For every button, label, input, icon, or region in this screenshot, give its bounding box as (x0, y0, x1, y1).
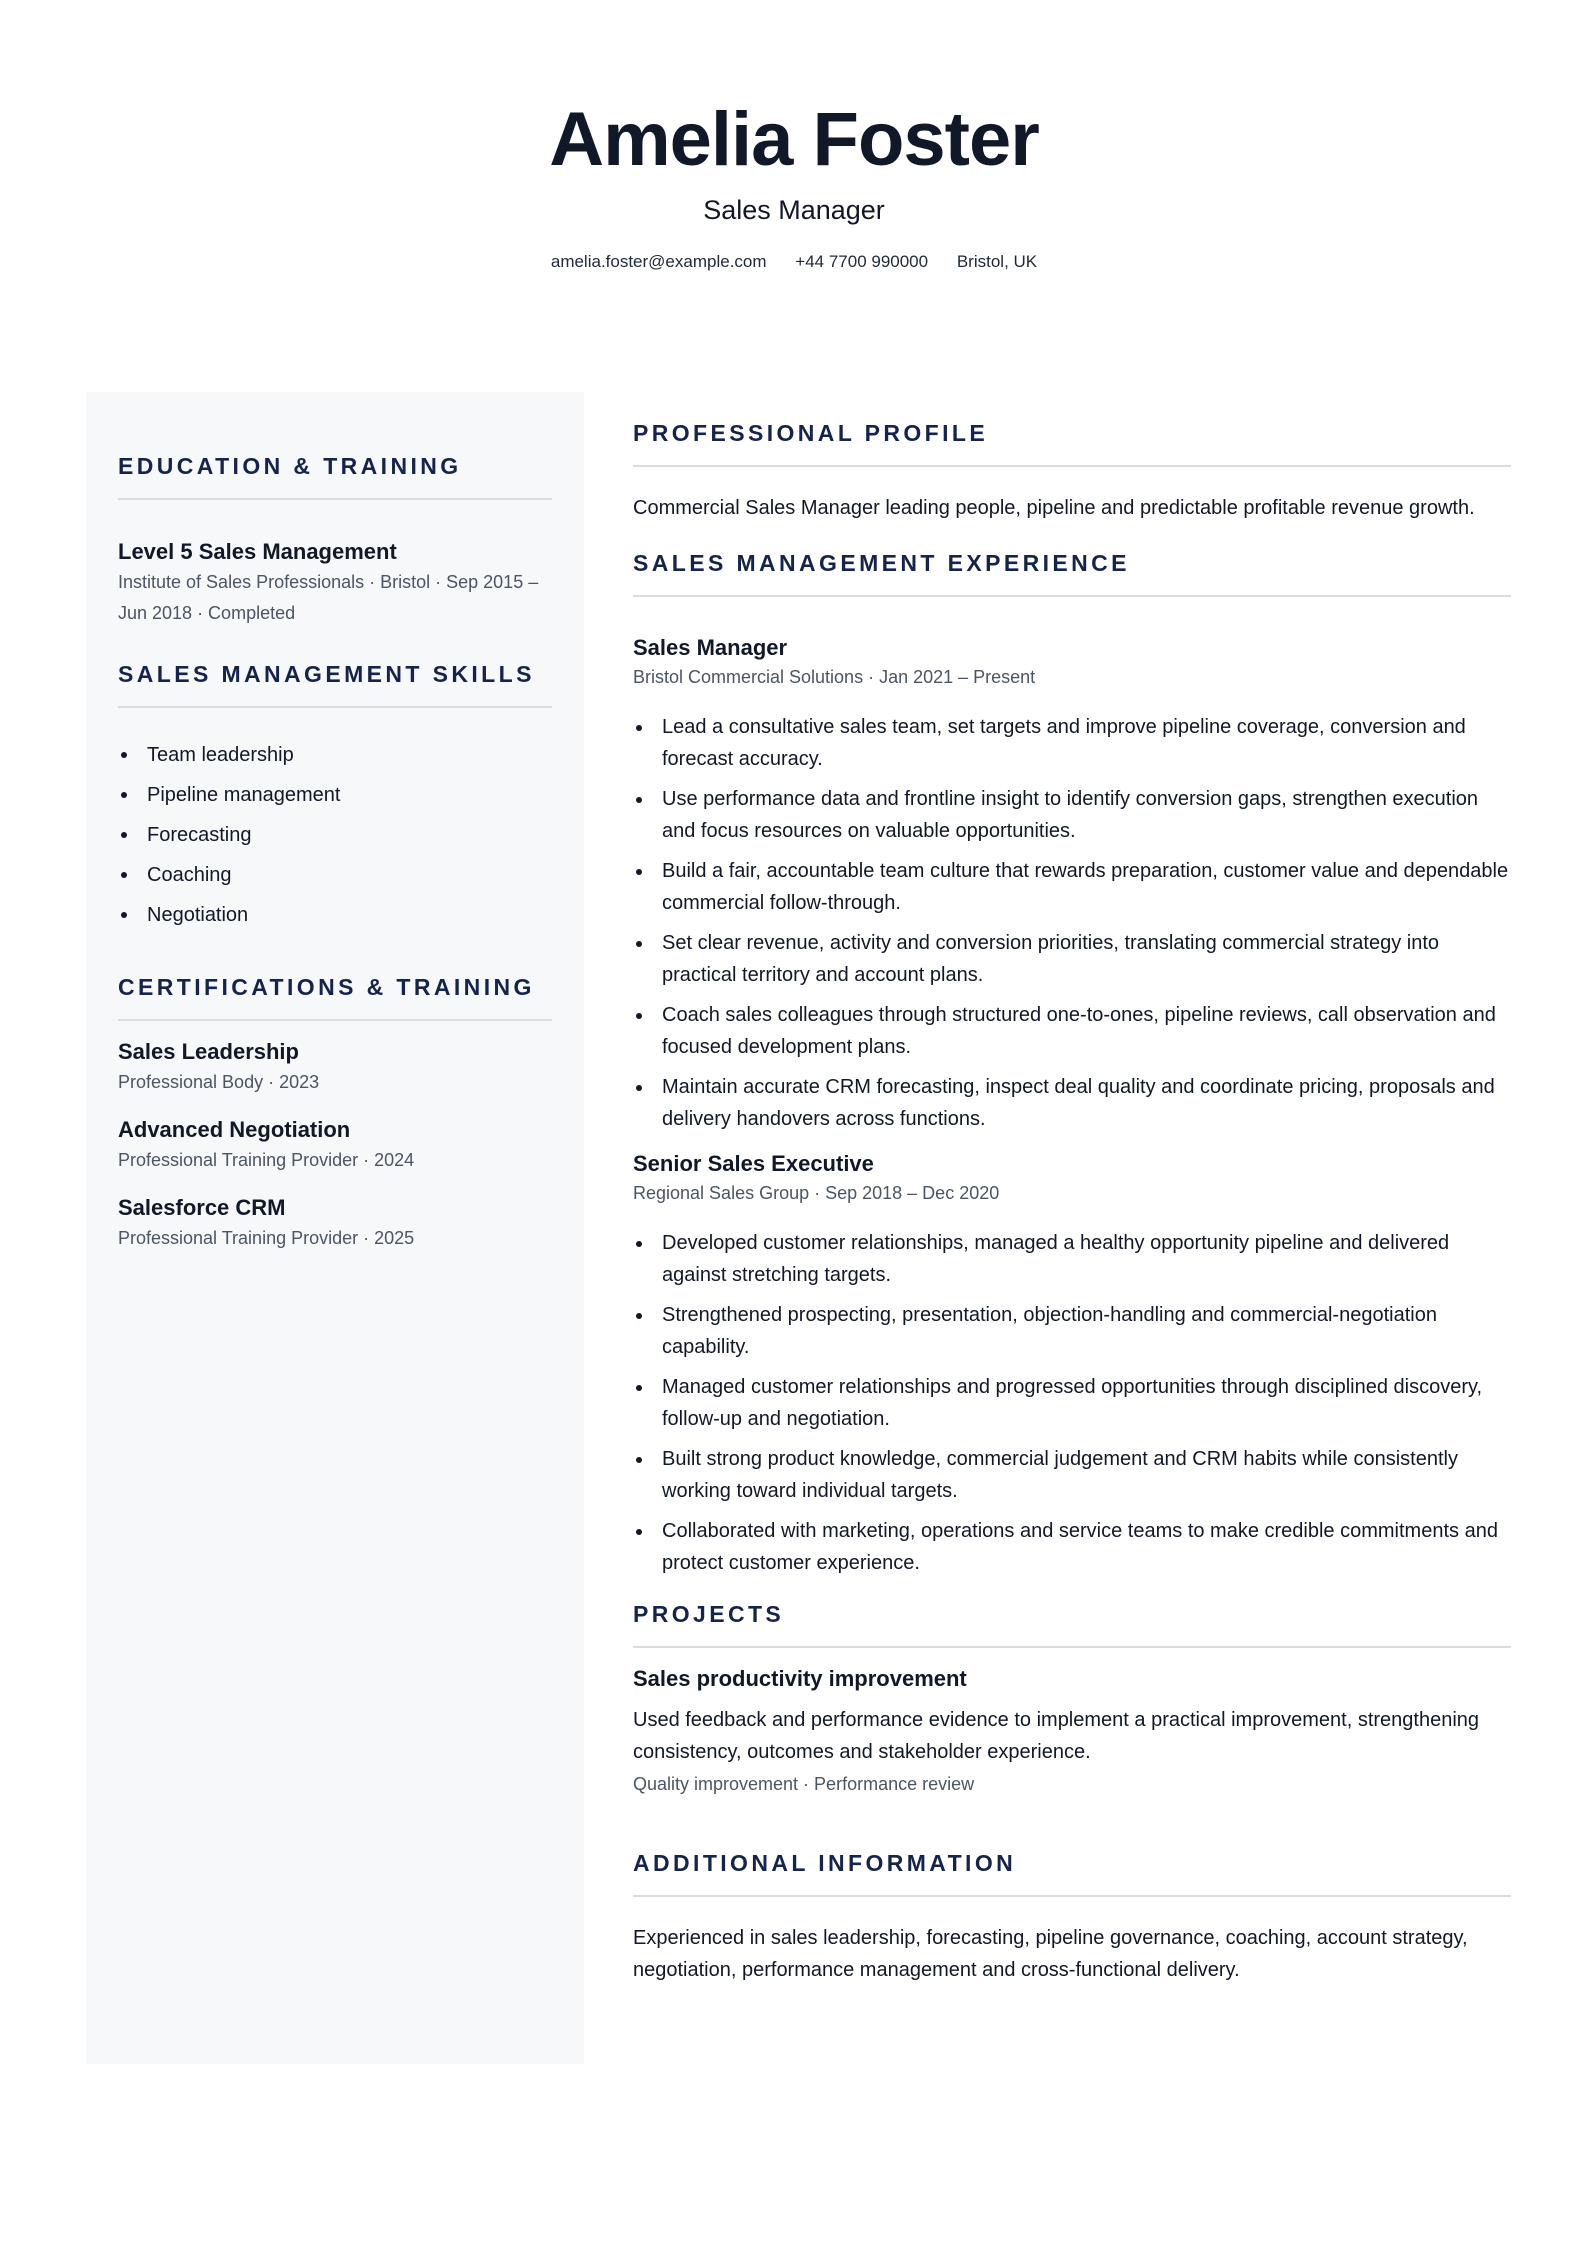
section-divider (118, 706, 552, 708)
bullet-icon (636, 1085, 642, 1091)
bullet-text: Use performance data and frontline insight to identify conversion gaps, strengthen execution and focus resources on valuable opportunities. (662, 788, 1479, 842)
resume-header (0, 92, 1588, 274)
skill-label: Forecasting (147, 824, 252, 846)
contact-email: amelia.foster@example.com (550, 252, 767, 271)
skills-heading: SALES MANAGEMENT SKILLS (118, 661, 535, 687)
list-item (633, 783, 1511, 847)
projects-heading: PROJECTS (633, 1601, 785, 1627)
main-column (633, 392, 1511, 1986)
profile-heading: PROFESSIONAL PROFILE (633, 420, 989, 446)
bullet-icon (636, 1385, 642, 1391)
projects-section (633, 1599, 1511, 1800)
bullet-icon (121, 792, 127, 798)
list-item (118, 855, 552, 895)
experience-section (633, 548, 1511, 1579)
certification-item (118, 1115, 552, 1176)
list-item (633, 711, 1511, 775)
bullet-text: Collaborated with marketing, operations and service teams to make credible commitments and protect customer experience. (662, 1520, 1498, 1574)
list-item (633, 855, 1511, 919)
bullet-text: Set clear revenue, activity and conversion priorities, translating commercial strategy into practical territory and account plans. (662, 932, 1440, 986)
contact-location: Bristol, UK (956, 252, 1038, 271)
section-divider (633, 1895, 1511, 1897)
job-entry (633, 633, 1511, 1135)
list-item (633, 1071, 1511, 1135)
certifications-section (118, 972, 552, 1254)
additional-text: Experienced in sales leadership, forecasting, pipeline governance, coaching, account strategy, negotiation, performance management and cross-functional delivery. (633, 1927, 1468, 1981)
certification-meta: Professional Training Provider · 2024 (118, 1150, 415, 1170)
bullet-text: Coach sales colleagues through structured one-to-ones, pipeline reviews, call observation and focused development plans. (662, 1004, 1496, 1058)
skills-list (118, 735, 552, 935)
job-title: Senior Sales Executive (633, 1151, 874, 1176)
bullet-icon (636, 1241, 642, 1247)
education-heading: EDUCATION & TRAINING (118, 453, 462, 479)
experience-heading: SALES MANAGEMENT EXPERIENCE (633, 550, 1130, 576)
section-divider (633, 595, 1511, 597)
sidebar (86, 392, 584, 2064)
section-divider (633, 465, 1511, 467)
list-item (633, 1443, 1511, 1507)
section-divider (633, 1646, 1511, 1648)
bullet-text: Strengthened prospecting, presentation, objection-handling and commercial-negotiation capability. (662, 1304, 1437, 1358)
bullet-text: Built strong product knowledge, commercial judgement and CRM habits while consistently working toward individual targets. (662, 1448, 1458, 1502)
certification-item (118, 1037, 552, 1098)
list-item (118, 775, 552, 815)
job-bullets (633, 711, 1511, 1135)
bullet-icon (636, 1529, 642, 1535)
bullet-icon (636, 1313, 642, 1319)
list-item (633, 927, 1511, 991)
section-divider (118, 498, 552, 500)
education-item (118, 537, 552, 629)
skill-label: Negotiation (147, 904, 249, 926)
list-item (118, 815, 552, 855)
project-tags: Quality improvement · Performance review (633, 1774, 975, 1794)
bullet-icon (121, 872, 127, 878)
job-meta: Bristol Commercial Solutions · Jan 2021 – Present (633, 667, 1036, 687)
list-item (633, 1227, 1511, 1291)
bullet-icon (636, 1013, 642, 1019)
project-title: Sales productivity improvement (633, 1666, 967, 1691)
bullet-text: Lead a consultative sales team, set targets and improve pipeline coverage, conversion and forecast accuracy. (662, 716, 1466, 770)
skill-label: Pipeline management (147, 784, 341, 806)
bullet-icon (636, 1457, 642, 1463)
bullet-icon (636, 797, 642, 803)
project-text: Used feedback and performance evidence to implement a practical improvement, strengthening consistency, outcomes and stakeholder experience. (633, 1709, 1480, 1763)
profile-section (633, 392, 1511, 524)
education-item-title: Level 5 Sales Management (118, 539, 397, 564)
list-item (633, 1371, 1511, 1435)
contact-line (0, 250, 1588, 274)
list-item (633, 999, 1511, 1063)
certification-meta: Professional Body · 2023 (118, 1072, 320, 1092)
skill-label: Team leadership (147, 744, 294, 766)
list-item (633, 1299, 1511, 1363)
bullet-text: Managed customer relationships and progressed opportunities through disciplined discovery, follow-up and negotiation. (662, 1376, 1483, 1430)
job-meta: Regional Sales Group · Sep 2018 – Dec 2020 (633, 1183, 1000, 1203)
certification-title: Advanced Negotiation (118, 1117, 351, 1142)
bullet-icon (121, 752, 127, 758)
bullet-icon (636, 941, 642, 947)
list-item (633, 1515, 1511, 1579)
bullet-text: Developed customer relationships, managed a healthy opportunity pipeline and delivered against stretching targets. (662, 1232, 1450, 1286)
education-section (118, 392, 552, 629)
certification-meta: Professional Training Provider · 2025 (118, 1228, 415, 1248)
bullet-icon (121, 912, 127, 918)
contact-phone: +44 7700 990000 (795, 252, 929, 271)
certification-item (118, 1193, 552, 1254)
certification-title: Salesforce CRM (118, 1195, 286, 1220)
bullet-icon (636, 869, 642, 875)
bullet-text: Maintain accurate CRM forecasting, inspect deal quality and coordinate pricing, proposals and delivery handovers across functions. (662, 1076, 1495, 1130)
job-title: Sales Manager (633, 635, 788, 660)
certifications-heading: CERTIFICATIONS & TRAINING (118, 974, 535, 1000)
bullet-text: Build a fair, accountable team culture that rewards preparation, customer value and dependable commercial follow-through. (662, 860, 1509, 914)
skill-label: Coaching (147, 864, 232, 886)
list-item (118, 895, 552, 935)
candidate-title: Sales Manager (703, 195, 885, 225)
project-item (633, 1664, 1511, 1800)
bullet-icon (121, 832, 127, 838)
certification-title: Sales Leadership (118, 1039, 299, 1064)
candidate-name: Amelia Foster (549, 97, 1039, 182)
list-item (118, 735, 552, 775)
job-entry (633, 1149, 1511, 1579)
additional-heading: ADDITIONAL INFORMATION (633, 1850, 1017, 1876)
skills-section (118, 659, 552, 935)
profile-text: Commercial Sales Manager leading people, pipeline and predictable profitable revenue growth. (633, 497, 1475, 519)
bullet-icon (636, 725, 642, 731)
additional-section (633, 1848, 1511, 1986)
section-divider (118, 1019, 552, 1021)
job-bullets (633, 1227, 1511, 1579)
education-item-meta: Institute of Sales Professionals · Bristol · Sep 2015 – Jun 2018 · Completed (118, 572, 539, 623)
